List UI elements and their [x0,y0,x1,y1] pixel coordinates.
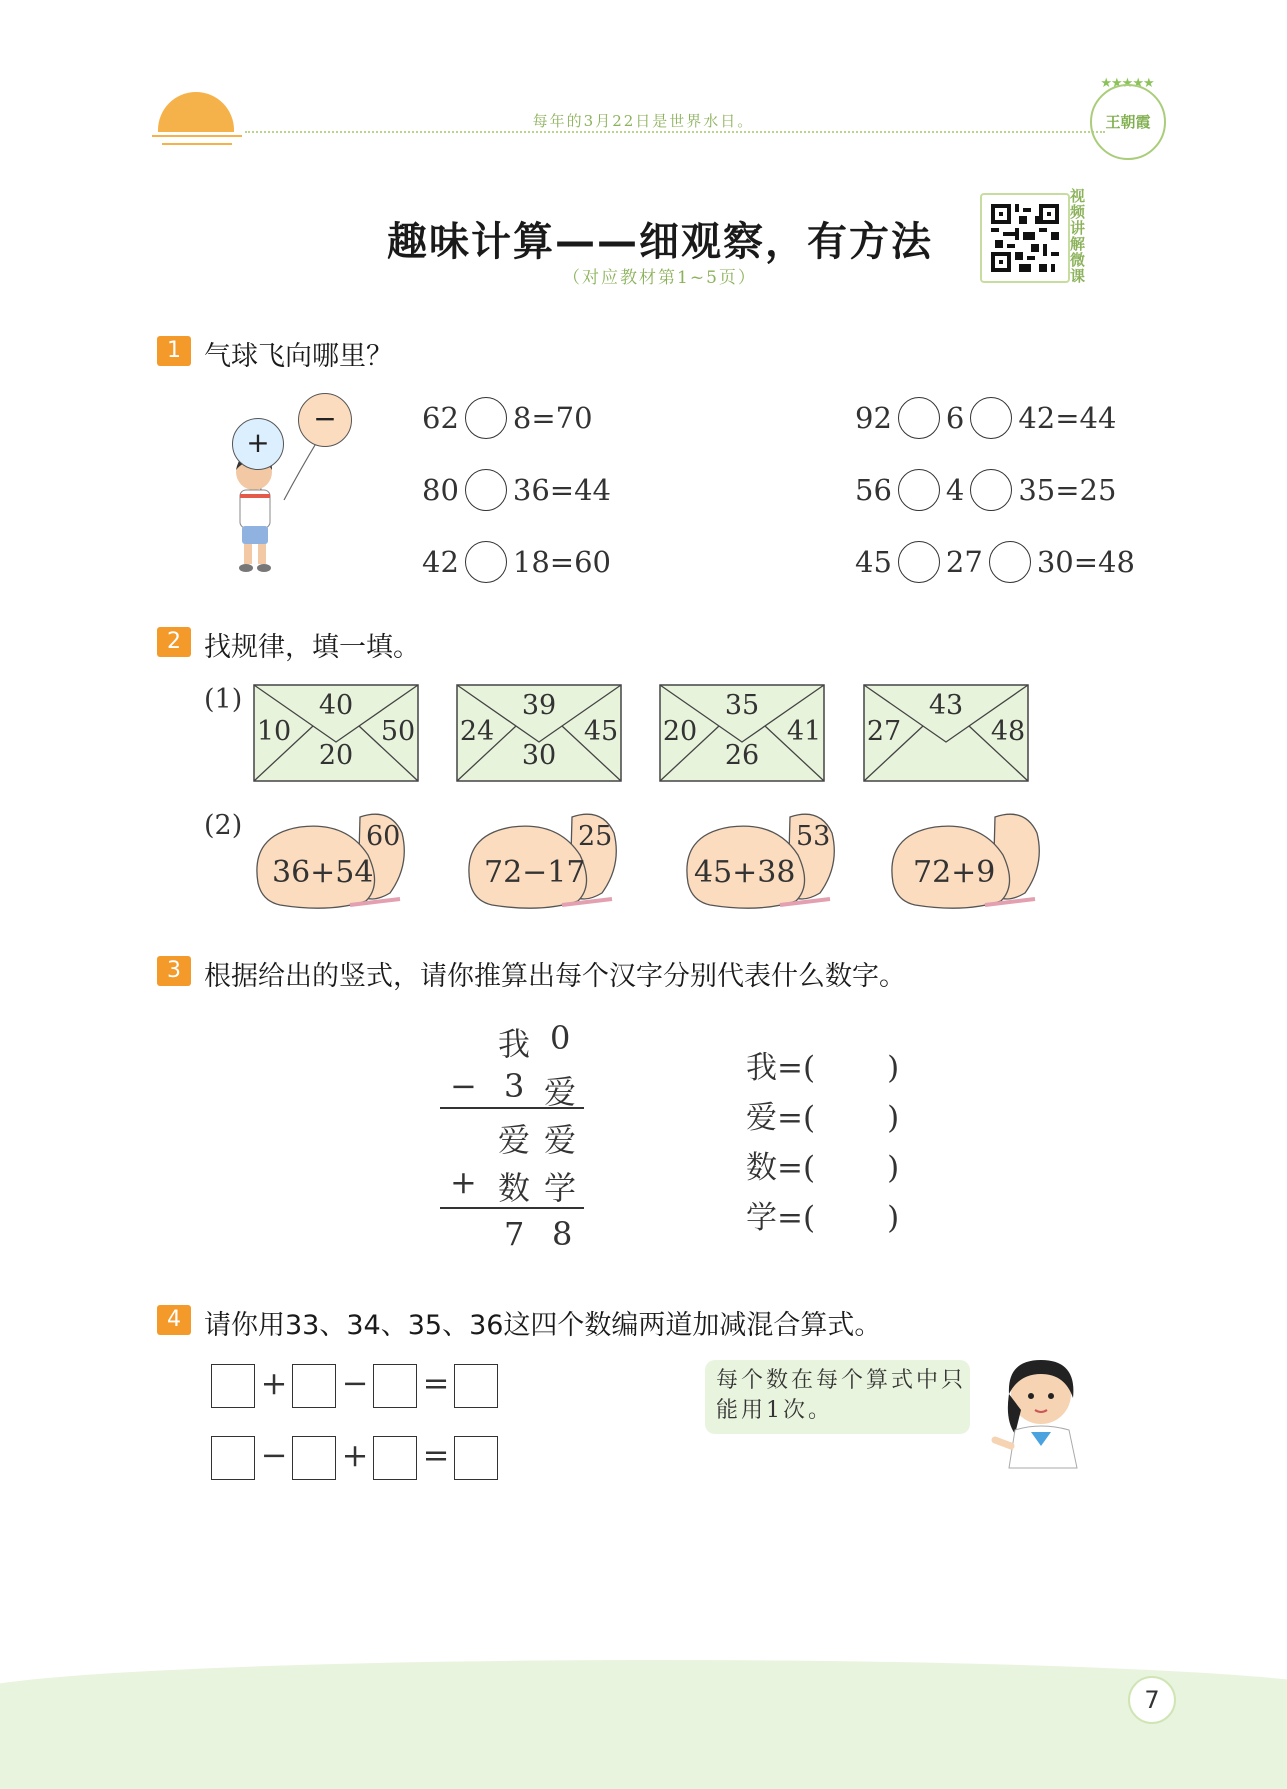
equation-operand: 6 [945,401,965,435]
equation-operand: 62 [422,401,459,435]
vertical-calculation [440,1015,590,1255]
equation-operand: 35=25 [1018,473,1117,507]
answer-circle[interactable] [898,397,940,439]
equation-operand: 30=48 [1036,545,1135,579]
envelope-4 [863,684,1029,782]
stars-icon: ★★★★★ [1100,76,1154,91]
answer-label: 数=( [746,1150,816,1186]
footer-band [0,1690,1287,1789]
sun-line [162,143,232,145]
butterfly-4 [885,805,1055,915]
vertical-digit: 3 [504,1067,525,1105]
butterfly-expression: 36+54 [272,855,374,890]
answer-circle[interactable] [970,397,1012,439]
answer-circle[interactable] [970,469,1012,511]
question-number: 4 [157,1305,191,1335]
equation-operand: 80 [422,473,459,507]
envelope-bottom-number: 26 [724,740,760,771]
equation-left-3 [422,541,611,583]
question-number: 1 [157,336,191,366]
envelope-left-number: 24 [459,716,495,747]
vertical-digit: 爱 [544,1121,577,1159]
question-text: 根据给出的竖式，请你推算出每个汉字分别代表什么数字。 [204,961,906,992]
qr-label: 视频讲解微课 [1070,187,1086,285]
envelope-top-number: 43 [928,690,964,721]
operator: + [260,1364,288,1402]
envelope-right-number: 41 [786,716,822,747]
operator: = [422,1436,450,1474]
answer-box[interactable] [454,1364,498,1408]
equation-right-1 [855,397,1116,439]
butterfly-expression: 72+9 [913,855,996,890]
operator: + [341,1436,369,1474]
page-title: 趣味计算——细观察，有方法 [387,219,933,265]
answer-label: 爱=( [746,1100,816,1136]
equation-right-2 [855,469,1116,511]
vertical-digit: 我 [498,1025,531,1063]
answer-box[interactable] [373,1364,417,1408]
vertical-digit: 数 [498,1169,531,1207]
envelope-bottom-number: 20 [318,740,354,771]
butterfly-wing-number: 60 [366,821,401,852]
vertical-operator: + [450,1163,477,1201]
butterfly-wing-number: 25 [578,821,613,852]
equation-left-1 [422,397,593,439]
girl-illustration [985,1350,1095,1470]
tip-text: 每个数在每个算式中只能用1次。 [716,1368,967,1423]
equation-operand: 56 [855,473,892,507]
envelope-left-number: 10 [256,716,292,747]
vertical-rule [440,1107,584,1109]
butterfly-2 [462,805,632,915]
question-text: 气球飞向哪里？ [204,341,393,372]
answer-box[interactable] [211,1436,255,1480]
question-number: 2 [157,627,191,657]
vertical-digit: 7 [504,1215,525,1253]
part-label: (2) [204,810,243,841]
envelope-right-number: 48 [990,716,1026,747]
butterfly-expression: 72−17 [484,855,586,890]
equation-operand: 92 [855,401,892,435]
qr-code-icon[interactable] [980,193,1070,283]
equation-operand: 18=60 [512,545,612,579]
question-text: 请你用33、34、35、36这四个数编两道加减混合算式。 [204,1310,882,1341]
operator: = [422,1364,450,1402]
question-text: 找规律，填一填。 [204,632,420,663]
answer-close-paren: ) [887,1050,900,1086]
envelope-right-number: 50 [380,716,416,747]
vertical-digit: 8 [552,1215,573,1253]
header-rule [245,131,1105,133]
answer-circle[interactable] [465,541,507,583]
answer-box[interactable] [292,1364,336,1408]
equation-operand: 8=70 [512,401,593,435]
envelope-bottom-number: 30 [521,740,557,771]
envelope-3 [659,684,825,782]
equation-right-3 [855,541,1135,583]
butterfly-1 [250,805,420,915]
butterfly-3 [680,805,850,915]
equation-left-2 [422,469,611,511]
answer-row [746,1192,899,1237]
answer-label: 我=( [746,1050,816,1086]
answer-box[interactable] [373,1436,417,1480]
envelope-top-number: 40 [318,690,354,721]
equation-operand: 4 [945,473,965,507]
minus-balloon: − [298,393,352,447]
envelope-left-number: 27 [866,716,902,747]
answer-circle[interactable] [465,397,507,439]
answer-close-paren: ) [887,1200,900,1236]
sun-line [152,135,242,137]
answer-row [746,1092,899,1137]
answer-label: 学=( [746,1200,816,1236]
answer-box[interactable] [292,1436,336,1480]
equation-operand: 42 [422,545,459,579]
answer-close-paren: ) [887,1150,900,1186]
answer-circle[interactable] [898,541,940,583]
envelope-1 [253,684,419,782]
answer-circle[interactable] [898,469,940,511]
header-tip: 每年的3月22日是世界水日。 [532,112,755,130]
answer-box[interactable] [454,1436,498,1480]
operator: − [260,1436,288,1474]
part-label: (1) [204,684,243,715]
answer-circle[interactable] [989,541,1031,583]
question-number: 3 [157,956,191,986]
answer-close-paren: ) [887,1100,900,1136]
answer-circle[interactable] [465,469,507,511]
equation-operand: 36=44 [512,473,612,507]
vertical-digit: 爱 [544,1073,577,1111]
answer-row [746,1142,899,1187]
envelope-right-number: 45 [583,716,619,747]
answer-row [746,1042,899,1087]
page-subtitle: （对应教材第1~5页） [563,268,757,288]
vertical-operator: − [450,1067,477,1105]
equation-operand: 42=44 [1018,401,1117,435]
envelope-2 [456,684,622,782]
brand-seal-logo: 王朝霞 [1090,84,1166,160]
page-number: 7 [1128,1676,1176,1724]
equation-operand: 27 [945,545,983,579]
envelope-top-number: 35 [724,690,760,721]
envelope-left-number: 20 [662,716,698,747]
equation-operand: 45 [855,545,892,579]
answer-box[interactable] [211,1364,255,1408]
vertical-rule [440,1207,584,1209]
envelope-top-number: 39 [521,690,557,721]
vertical-digit: 0 [550,1019,571,1057]
operator: − [341,1364,369,1402]
butterfly-expression: 45+38 [694,855,796,890]
vertical-digit: 爱 [498,1121,531,1159]
plus-balloon: + [232,418,284,470]
butterfly-wing-number: 53 [796,821,831,852]
vertical-digit: 学 [544,1169,577,1207]
